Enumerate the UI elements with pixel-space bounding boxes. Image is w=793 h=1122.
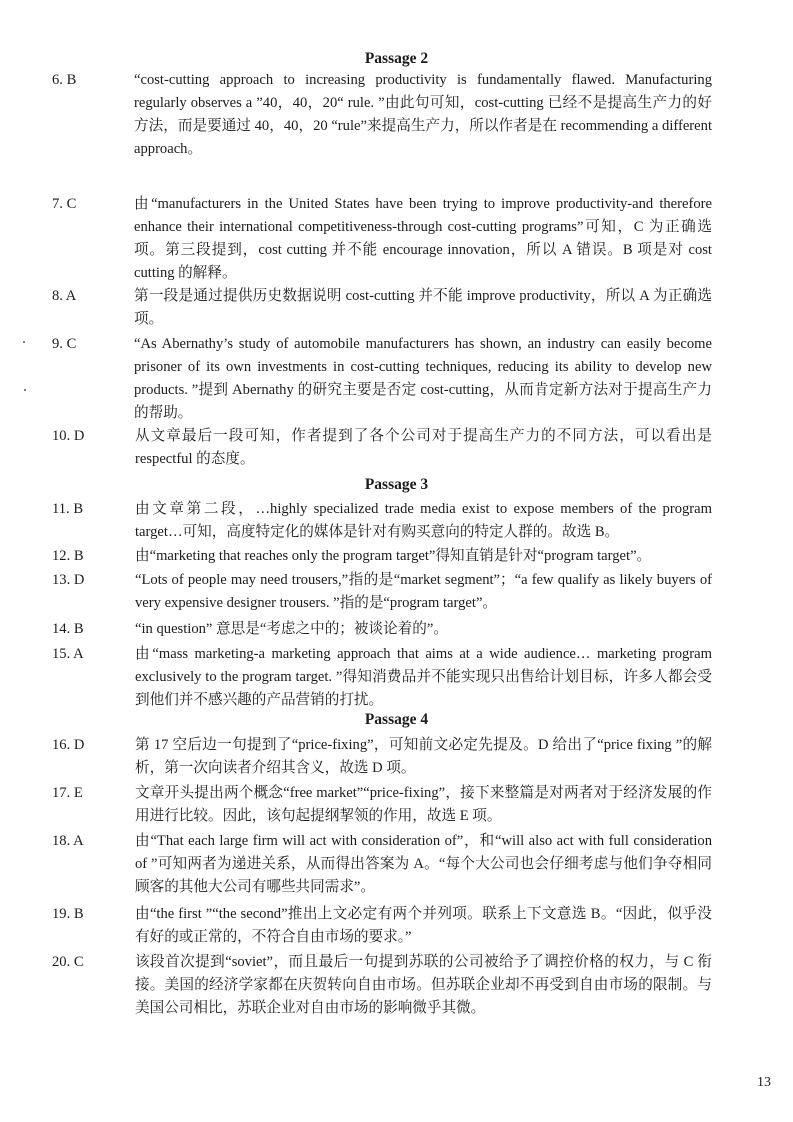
answer-number: 10. D — [52, 428, 85, 444]
answer-item-19 — [52, 903, 712, 949]
answer-explanation: 由“mass marketing-a marketing approach that aims at a wide audience… marketing program exclusively to the program target. ”得知消费品并不能实现只出售给计划目标，许多人都会受到他们并不感兴趣的产品营销的打扰。 — [135, 646, 712, 708]
answer-number: 19. B — [52, 906, 84, 922]
passage-3-title: Passage 3 — [364, 476, 429, 493]
answer-number: 9. C — [52, 336, 77, 352]
answer-explanation: 由文章第二段，…highly specialized trade media exist to expose members of the program target…可知，高度特定化的媒体是针对有购买意向的特定人群的。故选 B。 — [135, 501, 712, 540]
answer-explanation: 由“marketing that reaches only the program target”得知直销是针对“program target”。 — [135, 548, 652, 564]
scan-speck — [24, 389, 26, 391]
answer-explanation: 由“That each large firm will act with consideration of”，和“will also act with full consideration of ”可知两者为递进关系，从而得出答案为 A。“每个大公司也会仔细考虑与他们争夺相同顾客的其他大公司有哪些共同需求”。 — [135, 833, 712, 895]
answer-item-11 — [52, 498, 712, 544]
answer-item-15 — [52, 643, 712, 712]
answer-number: 15. A — [52, 646, 84, 662]
answer-number: 8. A — [52, 288, 77, 304]
answer-item-12 — [52, 545, 712, 568]
answer-explanation: 从文章最后一段可知，作者提到了各个公司对于提高生产力的不同方法，可以看出是 respectful 的态度。 — [135, 428, 712, 467]
answer-explanation: 由“manufacturers in the United States have been trying to improve productivity-and therefore enhance their international competitiveness-through cost-cutting programs”可知，C 为正确选项。第三段提到，cost cutting 并不能 encourage innovation，所以 A 错误。B 项是对 cost cutting 的解释。 — [134, 196, 712, 281]
answer-item-20 — [52, 951, 712, 1020]
answer-number: 14. B — [52, 621, 84, 637]
answer-item-18 — [52, 830, 712, 899]
answer-number: 20. C — [52, 954, 84, 970]
answer-explanation: “cost-cutting approach to increasing productivity is fundamentally flawed. Manufacturing regularly observes a ”40，40，20“ rule. ”由此句可知，cost-cutting 已经不是提高生产力的好方法，而是要通过 40，40，20 “rule”来提高生产力，所以作者是在 recommending a different approach。 — [134, 72, 712, 157]
passage-2-title: Passage 2 — [364, 50, 429, 67]
answer-item-17 — [52, 782, 712, 828]
answer-number: 18. A — [52, 833, 84, 849]
answer-number: 11. B — [52, 501, 84, 517]
answer-number: 13. D — [52, 572, 85, 588]
answer-explanation: “Lots of people may need trousers,”指的是“market segment”；“a few qualify as likely buyers of very expensive designer trousers. ”指的是“program target”。 — [135, 572, 712, 611]
answer-number: 16. D — [52, 737, 85, 753]
answer-number: 17. E — [52, 785, 83, 801]
answer-item-16 — [52, 734, 712, 780]
answer-item-14 — [52, 618, 712, 641]
answer-item-8 — [52, 285, 712, 331]
answer-item-9 — [52, 333, 712, 425]
answer-item-6 — [52, 69, 712, 161]
answer-item-7 — [52, 193, 712, 285]
scan-speck — [23, 341, 25, 343]
answer-number: 6. B — [52, 72, 77, 88]
answer-explanation: “in question” 意思是“考虑之中的；被谈论着的”。 — [135, 621, 448, 637]
answer-item-10 — [52, 425, 712, 471]
answer-explanation: 该段首次提到“soviet”，而且最后一句提到苏联的公司被给予了调控价格的权力，与 C 衔接。美国的经济学家都在庆贺转向自由市场。但苏联企业却不再受到自由市场的限制。与美国公司相比，苏联企业对自由市场的影响微乎其微。 — [135, 954, 712, 1016]
page-number: 13 — [757, 1075, 771, 1090]
answer-number: 12. B — [52, 548, 84, 564]
answer-explanation: 第 17 空后边一句提到了“price-fixing”，可知前文必定先提及。D 给出了“price fixing ”的解析，第一次向读者介绍其含义，故选 D 项。 — [135, 737, 712, 776]
answer-explanation: 由“the first ”“the second”推出上文必定有两个并列项。联系上下文意选 B。“因此，似乎没有好的或正常的，不符合自由市场的要求。” — [135, 906, 712, 945]
answer-explanation: 文章开头提出两个概念“free market”“price-fixing”，接下来整篇是对两者对于经济发展的作用进行比较。因此，该句起提纲挈领的作用，故选 E 项。 — [135, 785, 712, 824]
answer-number: 7. C — [52, 196, 77, 212]
passage-4-title: Passage 4 — [364, 711, 429, 728]
answer-explanation: 第一段是通过提供历史数据说明 cost-cutting 并不能 improve productivity，所以 A 为正确选项。 — [134, 288, 712, 327]
answer-item-13 — [52, 569, 712, 615]
answer-explanation: “As Abernathy’s study of automobile manufacturers has shown, an industry can easily become prisoner of its own investments in cost-cutting techniques, reducing its ability to develop new products. ”提到 Abernathy 的研究主要是否定 cost-cutting，从而肯定新方法对于提高生产力的帮助。 — [134, 336, 712, 421]
